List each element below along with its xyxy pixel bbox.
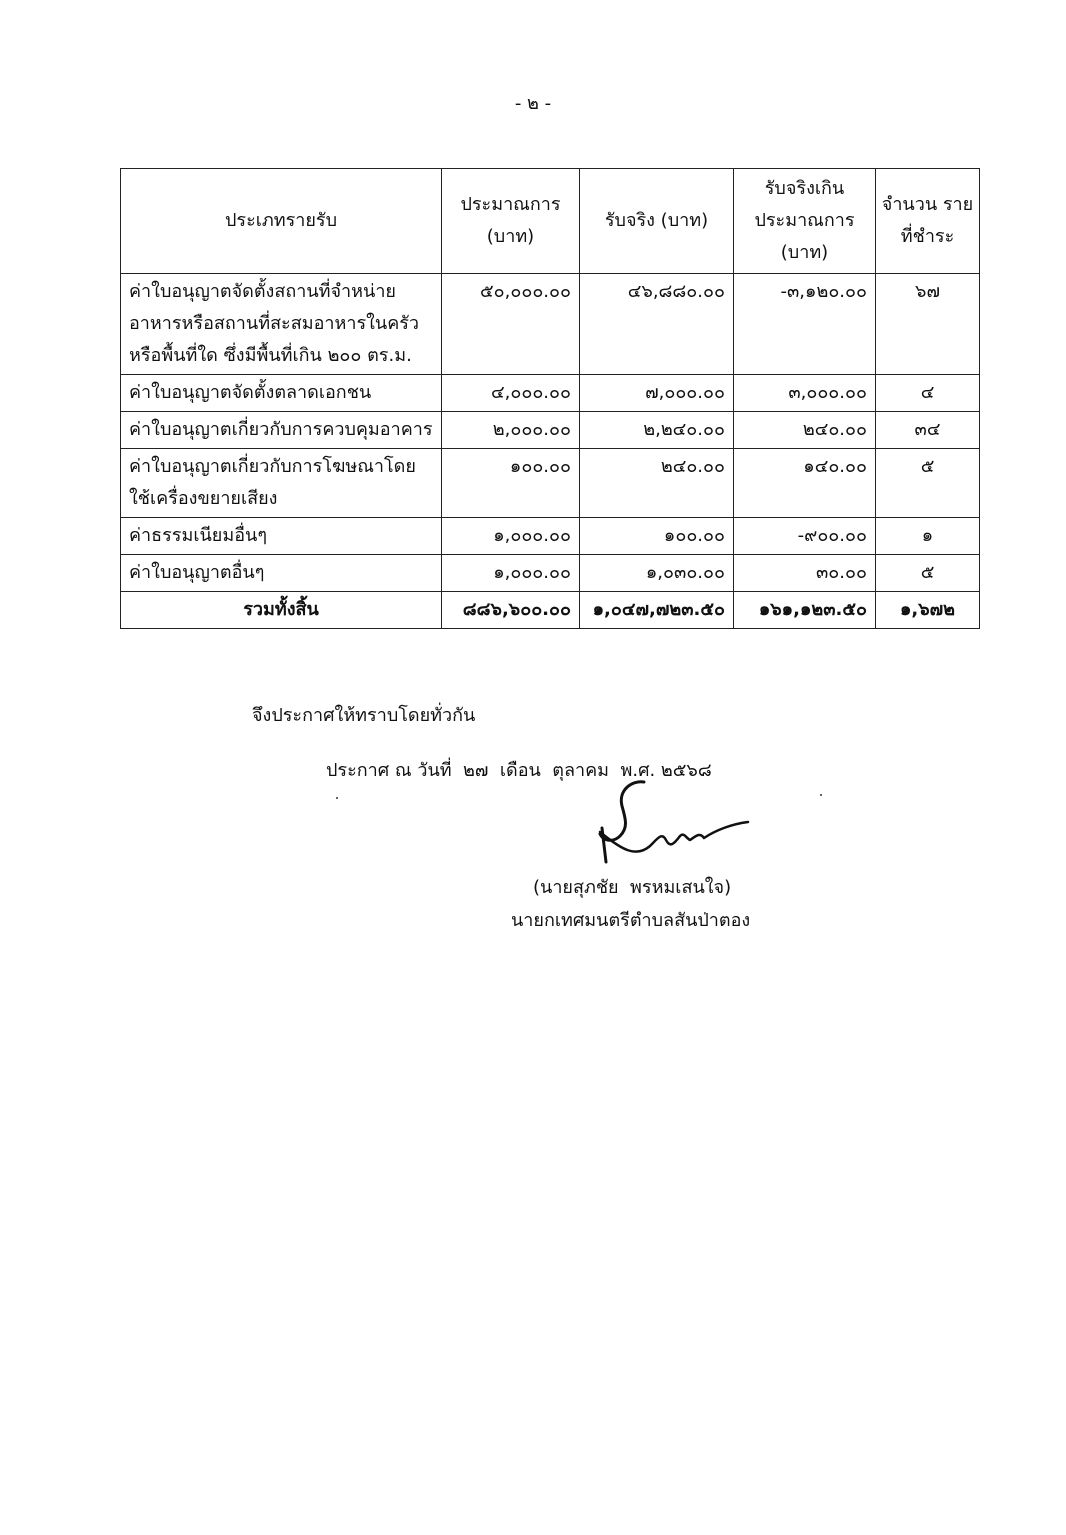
row-actual: ๗,๐๐๐.๐๐ — [580, 375, 734, 412]
header-over-estimate: รับจริงเกิน ประมาณการ (บาท) — [734, 169, 876, 274]
row-estimate: ๕๐,๐๐๐.๐๐ — [442, 274, 580, 375]
row-estimate: ๑,๐๐๐.๐๐ — [442, 555, 580, 592]
row-over-estimate: ๑๔๐.๐๐ — [734, 449, 876, 518]
header-estimate: ประมาณการ (บาท) — [442, 169, 580, 274]
header-actual: รับจริง (บาท) — [580, 169, 734, 274]
row-actual: ๔๖,๘๘๐.๐๐ — [580, 274, 734, 375]
announcement-text: จึงประกาศให้ทราบโดยทั่วกัน — [252, 705, 476, 726]
table-row — [121, 449, 980, 518]
row-income-type: ค่าธรรมเนียมอื่นๆ — [121, 518, 442, 555]
row-over-estimate: ๓,๐๐๐.๐๐ — [734, 375, 876, 412]
table-row — [121, 274, 980, 375]
row-income-type: ค่าใบอนุญาตจัดตั้งตลาดเอกชน — [121, 375, 442, 412]
row-over-estimate: ๒๔๐.๐๐ — [734, 412, 876, 449]
row-payer-count: ๖๗ — [876, 274, 980, 375]
page-number: - ๒ - — [514, 93, 552, 114]
total-payer-count: ๑,๖๗๒ — [876, 592, 980, 629]
stray-dot — [336, 797, 338, 799]
row-payer-count: ๓๔ — [876, 412, 980, 449]
row-over-estimate: ๓๐.๐๐ — [734, 555, 876, 592]
row-over-estimate: -๓,๑๒๐.๐๐ — [734, 274, 876, 375]
table-row — [121, 412, 980, 449]
table-total-row — [121, 592, 980, 629]
signature-icon — [592, 776, 752, 868]
header-payer-count: จำนวน ราย ที่ชำระ — [876, 169, 980, 274]
row-payer-count: ๑ — [876, 518, 980, 555]
total-label: รวมทั้งสิ้น — [121, 592, 442, 629]
row-income-type: ค่าใบอนุญาตอื่นๆ — [121, 555, 442, 592]
table-row — [121, 375, 980, 412]
signer-name: (นายสุภชัย พรหมเสนใจ) — [533, 877, 732, 898]
row-actual: ๑,๐๓๐.๐๐ — [580, 555, 734, 592]
signer-title: นายกเทศมนตรีตำบลสันป่าตอง — [511, 910, 751, 931]
row-estimate: ๔,๐๐๐.๐๐ — [442, 375, 580, 412]
total-over-estimate: ๑๖๑,๑๒๓.๕๐ — [734, 592, 876, 629]
header-income-type: ประเภทรายรับ — [121, 169, 442, 274]
total-estimate: ๘๘๖,๖๐๐.๐๐ — [442, 592, 580, 629]
row-payer-count: ๔ — [876, 375, 980, 412]
announcement-date: ประกาศ ณ วันที่ ๒๗ เดือน ตุลาคม พ.ศ. ๒๕๖๘ — [326, 760, 712, 781]
table-header-row — [121, 169, 980, 274]
row-actual: ๑๐๐.๐๐ — [580, 518, 734, 555]
row-income-type: ค่าใบอนุญาตจัดตั้งสถานที่จำหน่ายอาหารหรือสถานที่สะสมอาหารในครัวหรือพื้นที่ใด ซึ่งมีพื้นที่เกิน ๒๐๐ ตร.ม. — [121, 274, 442, 375]
table-row — [121, 518, 980, 555]
row-payer-count: ๕ — [876, 555, 980, 592]
row-income-type: ค่าใบอนุญาตเกี่ยวกับการโฆษณาโดยใช้เครื่องขยายเสียง — [121, 449, 442, 518]
row-actual: ๒,๒๔๐.๐๐ — [580, 412, 734, 449]
total-actual: ๑,๐๔๗,๗๒๓.๕๐ — [580, 592, 734, 629]
stray-dot — [820, 794, 822, 796]
row-estimate: ๑๐๐.๐๐ — [442, 449, 580, 518]
income-table — [120, 168, 980, 629]
row-estimate: ๒,๐๐๐.๐๐ — [442, 412, 580, 449]
row-over-estimate: -๙๐๐.๐๐ — [734, 518, 876, 555]
table-row — [121, 555, 980, 592]
row-income-type: ค่าใบอนุญาตเกี่ยวกับการควบคุมอาคาร — [121, 412, 442, 449]
row-actual: ๒๔๐.๐๐ — [580, 449, 734, 518]
row-payer-count: ๕ — [876, 449, 980, 518]
row-estimate: ๑,๐๐๐.๐๐ — [442, 518, 580, 555]
